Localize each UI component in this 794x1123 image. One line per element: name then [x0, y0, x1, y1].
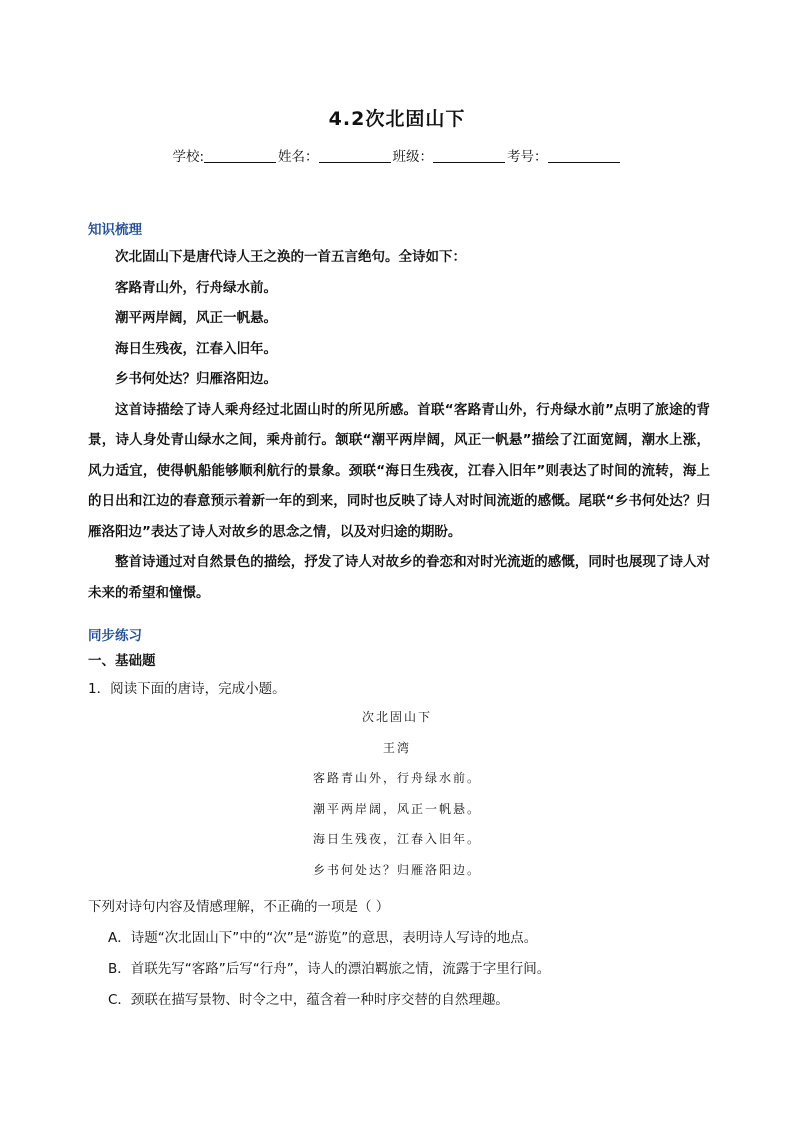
- question-poem: [0, 702, 794, 885]
- question-poem-line-4: 乡书何处达？归雁洛阳边。: [312, 862, 481, 877]
- poem-line-4: 乡书何处达？归雁洛阳边。: [115, 371, 277, 387]
- school-blank[interactable]: [204, 149, 276, 163]
- student-info-line: [0, 145, 794, 165]
- option-a[interactable]: A．诗题“次北固山下”中的“次”是“游览”的意思，表明诗人写诗的地点。: [108, 930, 538, 946]
- knowledge-section: [88, 242, 710, 608]
- question-1-stem: 1．阅读下面的唐诗，完成小题。: [88, 681, 286, 697]
- option-b[interactable]: B．首联先写“客路”后写“行舟”，诗人的漂泊羁旅之情，流露于字里行间。: [108, 961, 551, 977]
- question-poem-line-1: 客路青山外，行舟绿水前。: [312, 771, 481, 785]
- exam-no-label: 考号：: [507, 149, 548, 165]
- analysis-paragraph-1: 这首诗描绘了诗人乘舟经过北固山时的所见所感。首联“客路青山外，行舟绿水前”点明了旅途的背景，诗人身处青山绿水之间，乘舟前行。颔联“潮平两岸阔，风正一帆悬”描绘了江面宽阔，潮水上涨，风力适宜，使得帆船能够顺利航行的景象。颈联“海日生残夜，江春入旧年”则表达了时间的流转，海上的日出和江边的春意预示着新一年的到来，同时也反映了诗人对时间流逝的感慨。尾联“乡书何处达？归雁洛阳边”表达了诗人对故乡的思念之情，以及对归途的期盼。: [88, 401, 710, 540]
- name-blank[interactable]: [319, 149, 391, 163]
- name-label: 姓名：: [278, 149, 319, 165]
- section-heading-practice: 同步练习: [88, 628, 142, 644]
- poem-line-3: 海日生残夜，江春入旧年。: [115, 340, 277, 357]
- school-label: 学校:: [172, 149, 205, 165]
- question-poem-title: 次北固山下: [361, 710, 432, 724]
- part-heading-basic: 一、基础题: [88, 653, 156, 669]
- question-poem-line-3: 海日生残夜，江春入旧年。: [312, 832, 481, 846]
- poem-line-1: 客路青山外，行舟绿水前。: [115, 279, 277, 296]
- exam-no-blank[interactable]: [548, 149, 620, 163]
- page-title: 4.2次北固山下: [328, 108, 466, 130]
- intro-text: 次北固山下是唐代诗人王之涣的一首五言绝句。全诗如下：: [115, 249, 466, 265]
- option-c[interactable]: C．颈联在描写景物、时令之中，蕴含着一种时序交替的自然理趣。: [108, 992, 509, 1008]
- class-label: 班级：: [392, 149, 434, 165]
- poem-line-2: 潮平两岸阔，风正一帆悬。: [115, 310, 277, 326]
- question-poem-author: 王湾: [382, 740, 411, 755]
- section-heading-knowledge: 知识梳理: [88, 222, 142, 238]
- class-blank[interactable]: [433, 149, 505, 163]
- analysis-paragraph-2: 整首诗通过对自然景色的描绘，抒发了诗人对故乡的眷恋和对时光流逝的感慨，同时也展现了诗人对未来的希望和憧憬。: [88, 554, 710, 601]
- question-1-prompt: 下列对诗句内容及情感理解，不正确的一项是（ ）: [88, 899, 390, 915]
- question-poem-line-2: 潮平两岸阔，风正一帆悬。: [312, 801, 481, 816]
